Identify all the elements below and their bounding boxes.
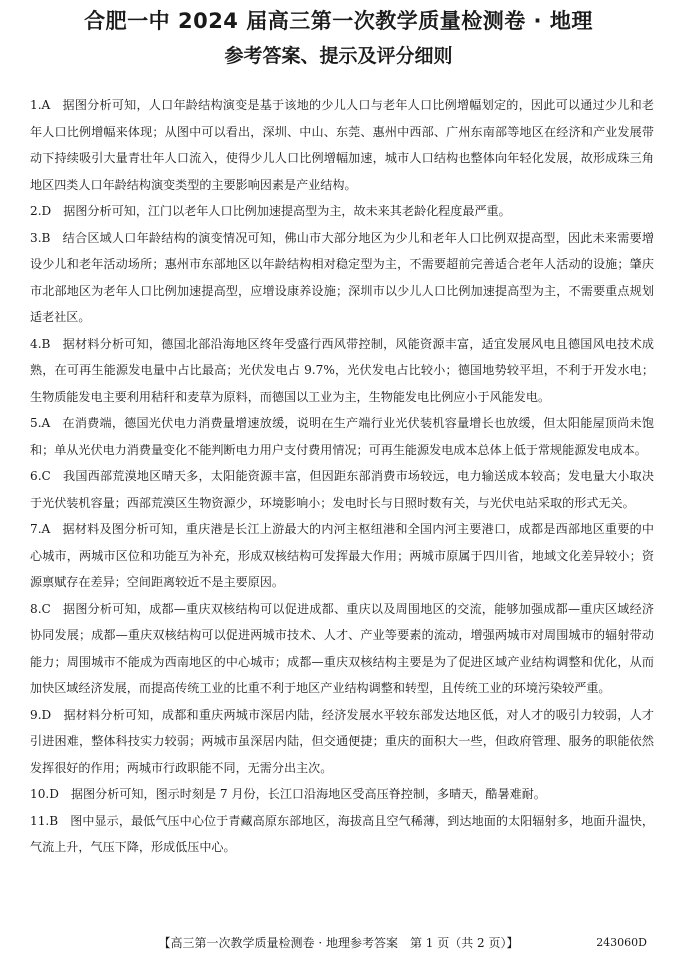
answer-explanation: 据图分析可知，图示时刻是 7 月份，长江口沿海地区受高压脊控制，多晴天，酷暑难耐。 <box>70 787 546 801</box>
answer-item-7 <box>30 516 654 596</box>
answer-number: 11.B <box>30 813 59 828</box>
answer-number: 8.C <box>30 601 51 616</box>
answer-item-5 <box>30 410 654 463</box>
answer-number: 1.A <box>30 98 51 112</box>
answer-explanation: 结合区域人口年龄结构的演变情况可知，佛山市大部分地区为少儿和老年人口比例双提高型，因此未来需要增设少儿和老年活动场所；惠州市东部地区以年龄结构相对稳定型为主，不需要超前完善适合老年人活动的设施；肇庆市北部地区为老年人口比例加速提高型，应增设康养设施；深圳市以少儿人口比例加速提高型为主，不需要重点规划适老社区。 <box>30 230 654 324</box>
answer-explanation: 我国西部荒漠地区晴天多，太阳能资源丰富，但因距东部消费市场较远，电力输送成本较高；发电量大小取决于光伏装机容量；西部荒漠区生物资源少，环境影响小；发电时长与日照时数有关，与光伏电站采取的形式无关。 <box>30 469 654 510</box>
answer-number: 7.A <box>30 522 51 536</box>
answer-explanation: 图中显示，最低气压中心位于青藏高原东部地区，海拔高且空气稀薄，到达地面的太阳辐射多，地面升温快，气流上升，气压下降，形成低压中心。 <box>30 813 654 854</box>
page-subtitle: 参考答案、提示及评分细则 <box>224 45 453 67</box>
answer-number: 9.D <box>30 707 52 722</box>
answer-explanation: 据图分析可知，人口年龄结构演变是基于该地的少儿人口与老年人口比例增幅划定的，因此可以通过少儿和老年人口比例增幅来体现；从图中可以看出，深圳、中山、东莞、惠州中西部、广州东南部等地区在经济和产业发展带动下持续吸引大量青壮年人口流入，使得少儿人口比例增幅加速，城市人口结构也整体向年轻化发展，故形成珠三角地区四类人口年龄结构演变类型的主要影响因素是产业结构。 <box>30 98 654 192</box>
answer-item-2 <box>30 198 654 225</box>
answer-item-3 <box>30 225 654 331</box>
answer-explanation: 据材料分析可知，成都和重庆两城市深居内陆，经济发展水平较东部发达地区低，对人才的吸引力较弱，人才引进困难，整体科技实力较弱；两城市虽深居内陆，但交通便捷；重庆的面积大一些，但政府管理、服务的职能依然发挥很好的作用；两城市行政职能不同，无需分出主次。 <box>30 707 654 775</box>
answer-item-11 <box>30 808 654 861</box>
answer-number: 2.D <box>30 204 52 218</box>
answer-item-8 <box>30 596 654 702</box>
answer-number: 3.B <box>30 230 51 245</box>
answer-list <box>30 92 654 861</box>
answer-number: 6.C <box>30 469 51 483</box>
answer-explanation: 据材料分析可知，德国北部沿海地区终年受盛行西风带控制，风能资源丰富，适宜发展风电且德国风电技术成熟，在可再生能源发电量中占比最高；光伏发电占 9.7%，光伏发电占比较小；德国地势较平坦，不利于开发水电；生物质能发电主要利用秸秆和麦草为原料，而德国以工业为主，生物能发电比例应小于风能发电。 <box>30 336 654 404</box>
footer-code: 243060D <box>596 936 647 949</box>
answer-explanation: 据材料及图分析可知，重庆港是长江上游最大的内河主枢纽港和全国内河主要港口，成都是西部地区重要的中心城市，两城市区位和功能互为补充，形成双核结构可发挥最大作用；两城市原属于四川省，地域文化差异较小；资源禀赋存在差异；空间距离较近不是主要原因。 <box>30 522 654 589</box>
footer-page-info: 【高三第一次教学质量检测卷 · 地理参考答案 第 1 页（共 2 页）】 <box>158 936 519 950</box>
answer-item-9 <box>30 702 654 782</box>
answer-explanation: 据图分析可知，成都—重庆双核结构可以促进成都、重庆以及周围地区的交流，能够加强成都—重庆区域经济协同发展；成都—重庆双核结构可以促进两城市技术、人才、产业等要素的流动，增强两城市对周围城市的辐射带动能力；周围城市不能成为西南地区的中心城市；成都—重庆双核结构主要是为了促进区域产业结构调整和优化，从而加快区域经济发展，而提高传统工业的比重不利于地区产业结构调整和转型，且传统工业的环境污染较严重。 <box>30 601 654 695</box>
answer-explanation: 在消费端，德国光伏电力消费量增速放缓，说明在生产端行业光伏装机容量增长也放缓，但太阳能屋顶尚未饱和；单从光伏电力消费量变化不能判断电力用户支付费用情况；可再生能源发电成本总体上低于常规能源发电成本。 <box>30 416 654 457</box>
answer-number: 10.D <box>30 787 59 801</box>
answer-number: 4.B <box>30 336 51 351</box>
answer-item-1 <box>30 92 654 198</box>
answer-item-4 <box>30 331 654 411</box>
answer-item-6 <box>30 463 654 516</box>
answer-number: 5.A <box>30 416 51 430</box>
answer-explanation: 据图分析可知，江门以老年人口比例加速提高型为主，故未来其老龄化程度最严重。 <box>63 204 511 218</box>
page-title: 合肥一中 2024 届高三第一次教学质量检测卷 · 地理 <box>84 9 593 33</box>
answer-item-10 <box>30 781 654 808</box>
